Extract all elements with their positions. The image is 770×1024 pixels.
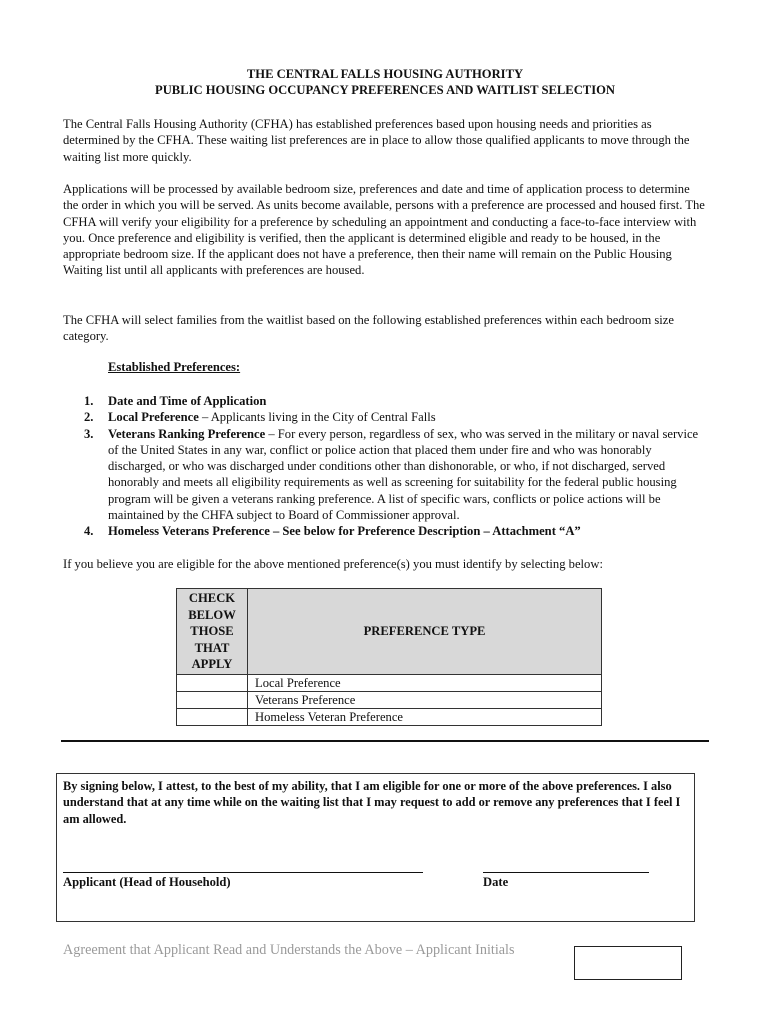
applicant-initials-box[interactable] [574,946,682,980]
date-signature-line[interactable] [483,872,649,873]
preference-type-cell: Homeless Veteran Preference [248,708,602,725]
intro-paragraph: The Central Falls Housing Authority (CFHA) has established preferences based upon housing needs and priorities as determined by the CFHA. These waiting list preferences are in place to allow those qualified applicants to move through the waiting list more quickly. [63,117,690,164]
list-number: 3. [84,426,94,441]
list-item-title: Date and Time of Application [108,394,267,408]
check-cell-homeless-veteran[interactable] [177,708,248,725]
preferences-list [84,393,704,540]
eligibility-instruction: If you believe you are eligible for the above mentioned preference(s) you must identify by selecting below: [63,557,603,571]
check-cell-veterans[interactable] [177,691,248,708]
list-item-title: Homeless Veterans Preference – See below for Preference Description – Attachment “A” [108,524,581,539]
section-divider [61,740,709,742]
document-subtitle: PUBLIC HOUSING OCCUPANCY PREFERENCES AND WAITLIST SELECTION [155,83,615,97]
applicant-label: Applicant (Head of Household) [63,875,231,889]
preference-type-cell: Veterans Preference [248,691,602,708]
document-title: THE CENTRAL FALLS HOUSING AUTHORITY [246,67,524,81]
list-item [84,409,704,425]
signature-box [56,773,695,922]
preference-table [176,588,602,726]
date-label: Date [483,875,509,889]
check-column-header: CHECK BELOW THOSE THAT APPLY [177,589,248,675]
list-item [84,523,704,539]
check-cell-local[interactable] [177,674,248,691]
preference-type-header: PREFERENCE TYPE [248,589,602,675]
list-item-text: – For every person, regardless of sex, who was served in the military or naval service of the United States in any war, conflict or police action that placed them under fire and who was honorably discharged, or who was discharged under conditions other than dishonorable, or who, if not discharged, served honorably and meets all eligibility requirements as well as screening for suitability for the federal public housing program will be given a veterans ranking preference. A list of specific wars, conflicts or police actions will be maintained by the CHFA subject to Board of Commissioner approval. [108,426,699,523]
list-number: 2. [84,410,94,425]
table-row [177,691,602,708]
list-item [84,393,704,409]
list-item-title: Veterans Ranking Preference [108,426,266,441]
list-item [84,426,704,524]
attestation-text: By signing below, I attest, to the best of my ability, that I am eligible for one or more of the above preferences. I also understand that at any time while on the waiting list that I may request to add or remove any preferences that I feel I am allowed. [63,779,681,826]
agreement-text: Agreement that Applicant Read and Understands the Above – Applicant Initials [63,942,515,958]
processing-paragraph: Applications will be processed by available bedroom size, preferences and date and time of application process to determine the order in which you will be served. As units become available, persons with a preference are processed and housed first. The CFHA will verify your eligibility for a preference by scheduling an appointment and conducting a face-to-face interview with you. Once preference and eligibility is verified, then the applicant is determined eligible and ready to be housed, in the appropriate bedroom size. If the applicant does not have a preference, then their name will remain on the Public Housing Waiting list until all applicants with preferences are housed. [63,182,705,278]
preference-type-cell: Local Preference [248,674,602,691]
list-number: 4. [84,524,94,539]
table-row [177,708,602,725]
list-number: 1. [84,394,94,408]
selection-paragraph: The CFHA will select families from the waitlist based on the following established preferences within each bedroom size category. [63,313,674,344]
table-row [177,674,602,691]
list-item-title: Local Preference [108,410,199,425]
applicant-signature-line[interactable] [63,872,423,873]
list-item-text: – Applicants living in the City of Central Falls [198,410,436,425]
established-preferences-heading: Established Preferences: [108,360,241,374]
